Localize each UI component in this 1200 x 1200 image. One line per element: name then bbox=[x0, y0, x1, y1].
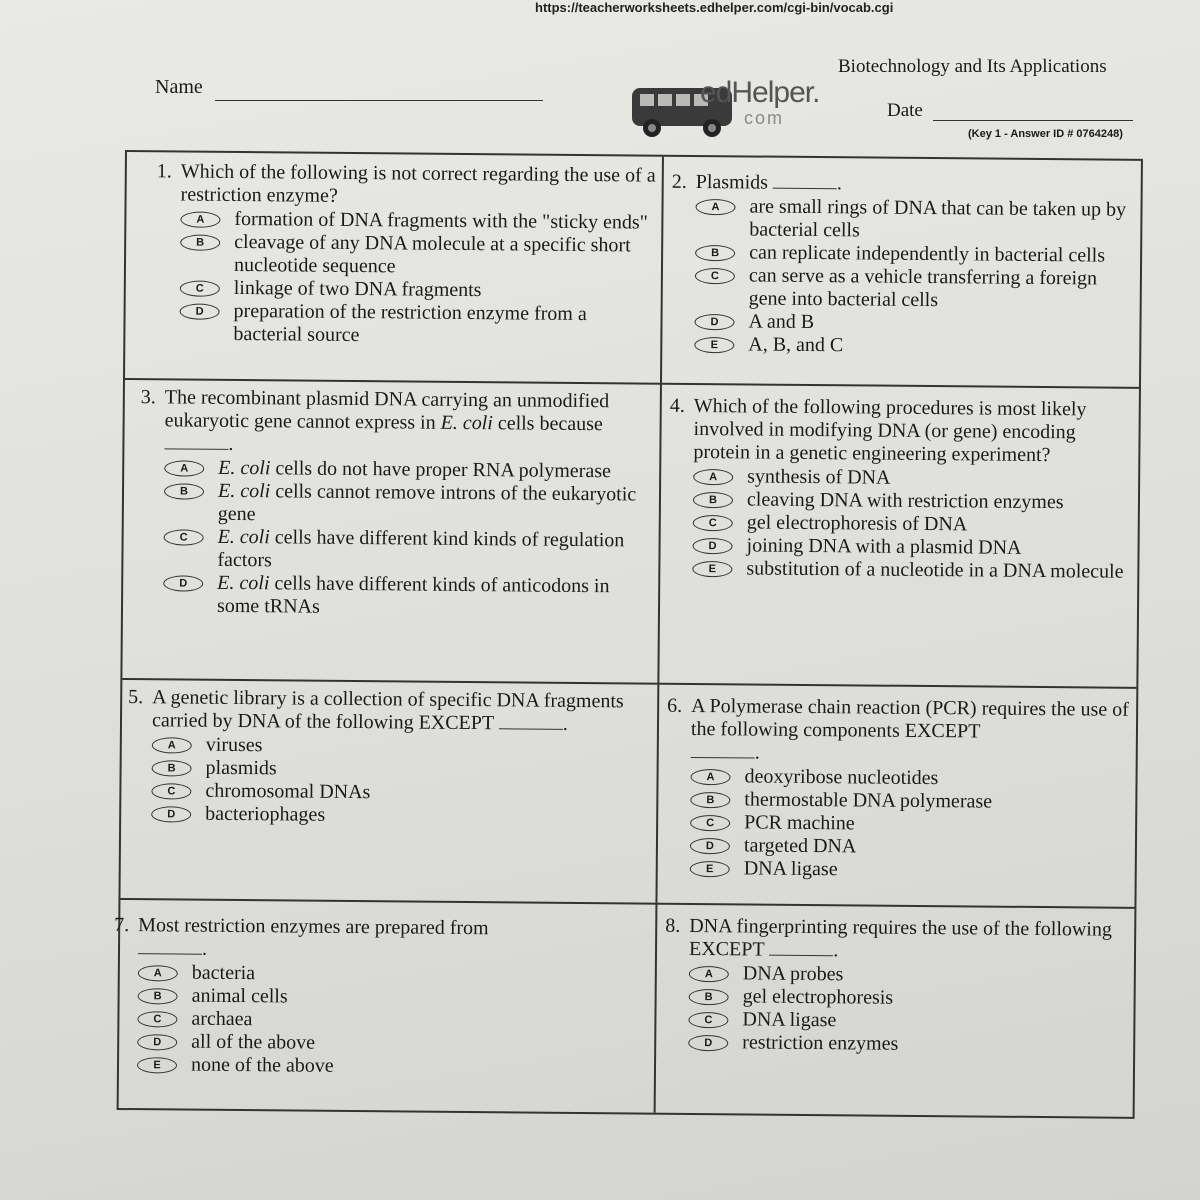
question-text: cells because bbox=[492, 412, 603, 436]
answer-bubble[interactable]: B bbox=[152, 760, 192, 776]
option-text: cells have different kinds of anticodons in some tRNAs bbox=[216, 572, 610, 618]
answer-bubble[interactable]: A bbox=[695, 199, 735, 215]
option-text: linkage of two DNA fragments bbox=[233, 276, 482, 302]
option-text: synthesis of DNA bbox=[747, 465, 891, 489]
answer-bubble[interactable]: B bbox=[689, 989, 729, 1005]
option-text: DNA ligase bbox=[743, 857, 838, 881]
date-blank-line bbox=[933, 120, 1133, 121]
question-number: 7. bbox=[114, 913, 130, 937]
option-text: substitution of a nucleotide in a DNA molecule bbox=[746, 557, 1124, 583]
option-text: restriction enzymes bbox=[742, 1031, 899, 1055]
question-1 bbox=[155, 160, 657, 349]
answer-bubble[interactable]: C bbox=[151, 783, 191, 799]
answer-option[interactable] bbox=[151, 802, 647, 829]
answer-bubble[interactable]: C bbox=[180, 280, 220, 296]
option-text: thermostable DNA polymerase bbox=[744, 788, 993, 813]
option-text: plasmids bbox=[205, 756, 277, 780]
answer-bubble[interactable]: D bbox=[692, 538, 732, 554]
answer-blank[interactable] bbox=[164, 448, 228, 450]
answer-bubble[interactable]: C bbox=[137, 1011, 177, 1027]
question-5: 5. A genetic library is a collection of specific DNA fragments carried by DNA of the following EXCEPT . A viruses B plasmids C chromosomal DNAs D bacteriophages bbox=[127, 686, 648, 830]
answer-bubble[interactable]: A bbox=[138, 965, 178, 981]
question-text: A Polymerase chain reaction (PCR) requires the use of the following components EXCEPT bbox=[690, 694, 1129, 743]
answer-bubble[interactable]: A bbox=[693, 469, 733, 485]
question-6: 6. A Polymerase chain reaction (PCR) requires the use of the following components EXCEPT . A deoxyribose nucleotides B thermostable DNA polymerase C PCR machine D targeted DNA E DNA ligase bbox=[666, 695, 1133, 884]
option-text: gel electrophoresis of DNA bbox=[746, 511, 968, 536]
option-organism: E. coli bbox=[217, 571, 270, 595]
answer-option[interactable] bbox=[180, 230, 656, 280]
option-text: viruses bbox=[205, 733, 263, 757]
question-number: 2. bbox=[671, 170, 687, 193]
option-text: cells cannot remove introns of the eukaryotic gene bbox=[217, 480, 637, 526]
option-text: bacteriophages bbox=[205, 802, 326, 826]
answer-option[interactable] bbox=[688, 1031, 1129, 1058]
option-text: animal cells bbox=[191, 984, 288, 1008]
answer-bubble[interactable]: D bbox=[180, 303, 220, 319]
question-text: DNA fingerprinting requires the use of the following EXCEPT bbox=[688, 914, 1113, 961]
option-organism: E. coli bbox=[217, 479, 271, 503]
option-text: A, B, and C bbox=[748, 333, 844, 357]
grid-divider-row-3 bbox=[120, 898, 1134, 909]
answer-bubble[interactable]: D bbox=[137, 1034, 177, 1050]
answer-key-id: (Key 1 - Answer ID # 0764248) bbox=[968, 128, 1123, 140]
answer-bubble[interactable]: B bbox=[693, 492, 733, 508]
question-number: 8. bbox=[665, 914, 681, 937]
option-text: PCR machine bbox=[744, 811, 855, 835]
answer-bubble[interactable]: A bbox=[164, 460, 204, 476]
answer-bubble[interactable]: A bbox=[690, 769, 730, 785]
question-number: 3. bbox=[140, 386, 156, 409]
answer-bubble[interactable]: B bbox=[695, 245, 735, 261]
answer-bubble[interactable]: B bbox=[180, 234, 220, 250]
page-url: https://teacherworksheets.edhelper.com/cgi-bin/vocab.cgi bbox=[535, 0, 894, 15]
question-number: 5. bbox=[128, 686, 144, 709]
question-text-organism: E. coli bbox=[440, 411, 493, 435]
option-text: DNA probes bbox=[742, 962, 844, 986]
answer-option[interactable] bbox=[690, 857, 1131, 884]
option-organism: E. coli bbox=[217, 525, 270, 549]
option-text: are small rings of DNA that can be taken up by bacterial cells bbox=[749, 195, 1127, 242]
option-text: none of the above bbox=[190, 1053, 334, 1077]
answer-bubble[interactable]: A bbox=[152, 737, 192, 753]
logo-subtext: com bbox=[744, 108, 785, 128]
option-text: archaea bbox=[191, 1007, 253, 1031]
answer-option[interactable] bbox=[695, 264, 1136, 314]
answer-option[interactable] bbox=[694, 333, 1135, 360]
answer-option[interactable] bbox=[163, 525, 649, 575]
answer-option[interactable] bbox=[692, 557, 1133, 584]
answer-bubble[interactable]: D bbox=[690, 838, 730, 854]
question-number: 6. bbox=[667, 694, 683, 717]
option-text: cleaving DNA with restriction enzymes bbox=[746, 488, 1064, 514]
option-text: bacteria bbox=[191, 961, 256, 985]
option-text: all of the above bbox=[191, 1030, 316, 1054]
answer-bubble[interactable]: E bbox=[690, 861, 730, 877]
question-8: 8. DNA fingerprinting requires the use of the following EXCEPT . A DNA probes B gel electrophoresis C DNA ligase D restriction enzymes bbox=[664, 915, 1130, 1058]
answer-bubble[interactable]: A bbox=[689, 966, 729, 982]
answer-bubble[interactable]: C bbox=[690, 815, 730, 831]
option-organism: E. coli bbox=[218, 456, 271, 480]
question-number: 1. bbox=[156, 160, 172, 183]
answer-option[interactable] bbox=[695, 195, 1136, 245]
question-number: 4. bbox=[669, 394, 685, 417]
worksheet-title: Biotechnology and Its Applications bbox=[838, 56, 1107, 77]
option-text: cleavage of any DNA molecule at a specific short nucleotide sequence bbox=[233, 230, 631, 278]
question-text: Which of the following procedures is most likely involved in modifying DNA (or gene) encoding protein in a genetic engineering experiment? bbox=[693, 394, 1087, 467]
date-label: Date bbox=[887, 100, 923, 121]
option-text: targeted DNA bbox=[743, 834, 857, 858]
answer-bubble[interactable]: D bbox=[151, 806, 191, 822]
option-text: gel electrophoresis bbox=[742, 985, 894, 1009]
answer-bubble[interactable]: B bbox=[138, 988, 178, 1004]
option-text: deoxyribose nucleotides bbox=[744, 765, 939, 790]
answer-blank[interactable] bbox=[773, 188, 837, 190]
answer-option[interactable] bbox=[163, 571, 649, 621]
logo-wordmark: edHelper. bbox=[700, 76, 820, 109]
option-text: formation of DNA fragments with the "sticky ends" bbox=[234, 207, 648, 234]
question-2: 2. Plasmids . A are small rings of DNA that can be taken up by bacterial cells B can replicate independently in bacterial cells C can serve as a vehicle transferring a foreign gene into bacterial cells D A and B E A, B, and C bbox=[670, 171, 1137, 360]
answer-blank[interactable] bbox=[499, 728, 563, 730]
option-text: cells have different kind kinds of regulation factors bbox=[217, 526, 625, 572]
name-blank-line bbox=[215, 100, 543, 101]
option-text: can serve as a vehicle transferring a foreign gene into bacterial cells bbox=[748, 264, 1098, 312]
question-text: Most restriction enzymes are prepared from bbox=[138, 914, 489, 940]
option-text: can replicate independently in bacterial cells bbox=[749, 241, 1106, 267]
answer-bubble[interactable]: E bbox=[694, 337, 734, 353]
question-text: A genetic library is a collection of specific DNA fragments carried by DNA of the following EXCEPT bbox=[151, 686, 624, 735]
answer-bubble[interactable]: E bbox=[137, 1057, 177, 1073]
question-grid bbox=[114, 150, 1143, 1119]
question-text: Which of the following is not correct regarding the use of a restriction enzyme? bbox=[180, 160, 656, 207]
answer-bubble[interactable]: A bbox=[180, 211, 220, 227]
question-text: Plasmids bbox=[695, 170, 769, 194]
question-7: 7. Most restriction enzymes are prepared from . A bacteria B animal cells C archaea D all of the above E none of the above bbox=[113, 914, 644, 1081]
question-4 bbox=[668, 395, 1135, 584]
question-text: The recombinant plasmid DNA carrying an unmodified eukaryotic gene cannot express in bbox=[164, 386, 610, 434]
option-text: cells do not have proper RNA polymerase bbox=[270, 457, 611, 483]
answer-option[interactable] bbox=[179, 299, 655, 349]
option-text: A and B bbox=[748, 310, 815, 334]
answer-bubble[interactable]: E bbox=[692, 561, 732, 577]
answer-bubble[interactable]: D bbox=[694, 314, 734, 330]
answer-bubble[interactable]: D bbox=[688, 1035, 728, 1051]
answer-bubble[interactable]: B bbox=[164, 483, 204, 499]
option-text: chromosomal DNAs bbox=[205, 779, 371, 804]
question-3: 3. The recombinant plasmid DNA carrying an unmodified eukaryotic gene cannot express in E. coli cells because . A E. coli cells do not have proper RNA polymerase B E. coli cells cannot remove introns of the eukaryotic gene C E. coli cells have different kind kinds of regulation factors D E. coli cells have different kinds of anticodons in some tRNAs bbox=[139, 386, 651, 621]
answer-bubble[interactable]: C bbox=[688, 1012, 728, 1028]
name-label: Name bbox=[155, 76, 203, 98]
answer-option[interactable] bbox=[137, 1053, 643, 1080]
answer-option[interactable] bbox=[164, 479, 650, 529]
answer-blank[interactable] bbox=[769, 955, 833, 957]
answer-bubble[interactable]: C bbox=[693, 515, 733, 531]
option-text: preparation of the restriction enzyme from a bacterial source bbox=[233, 299, 587, 347]
answer-blank[interactable] bbox=[691, 757, 755, 759]
answer-blank[interactable] bbox=[138, 953, 202, 955]
answer-bubble[interactable]: C bbox=[164, 529, 204, 545]
answer-bubble[interactable]: D bbox=[163, 575, 203, 591]
option-text: DNA ligase bbox=[742, 1008, 837, 1032]
answer-bubble[interactable]: C bbox=[695, 268, 735, 284]
option-text: joining DNA with a plasmid DNA bbox=[746, 534, 1022, 559]
answer-bubble[interactable]: B bbox=[690, 792, 730, 808]
